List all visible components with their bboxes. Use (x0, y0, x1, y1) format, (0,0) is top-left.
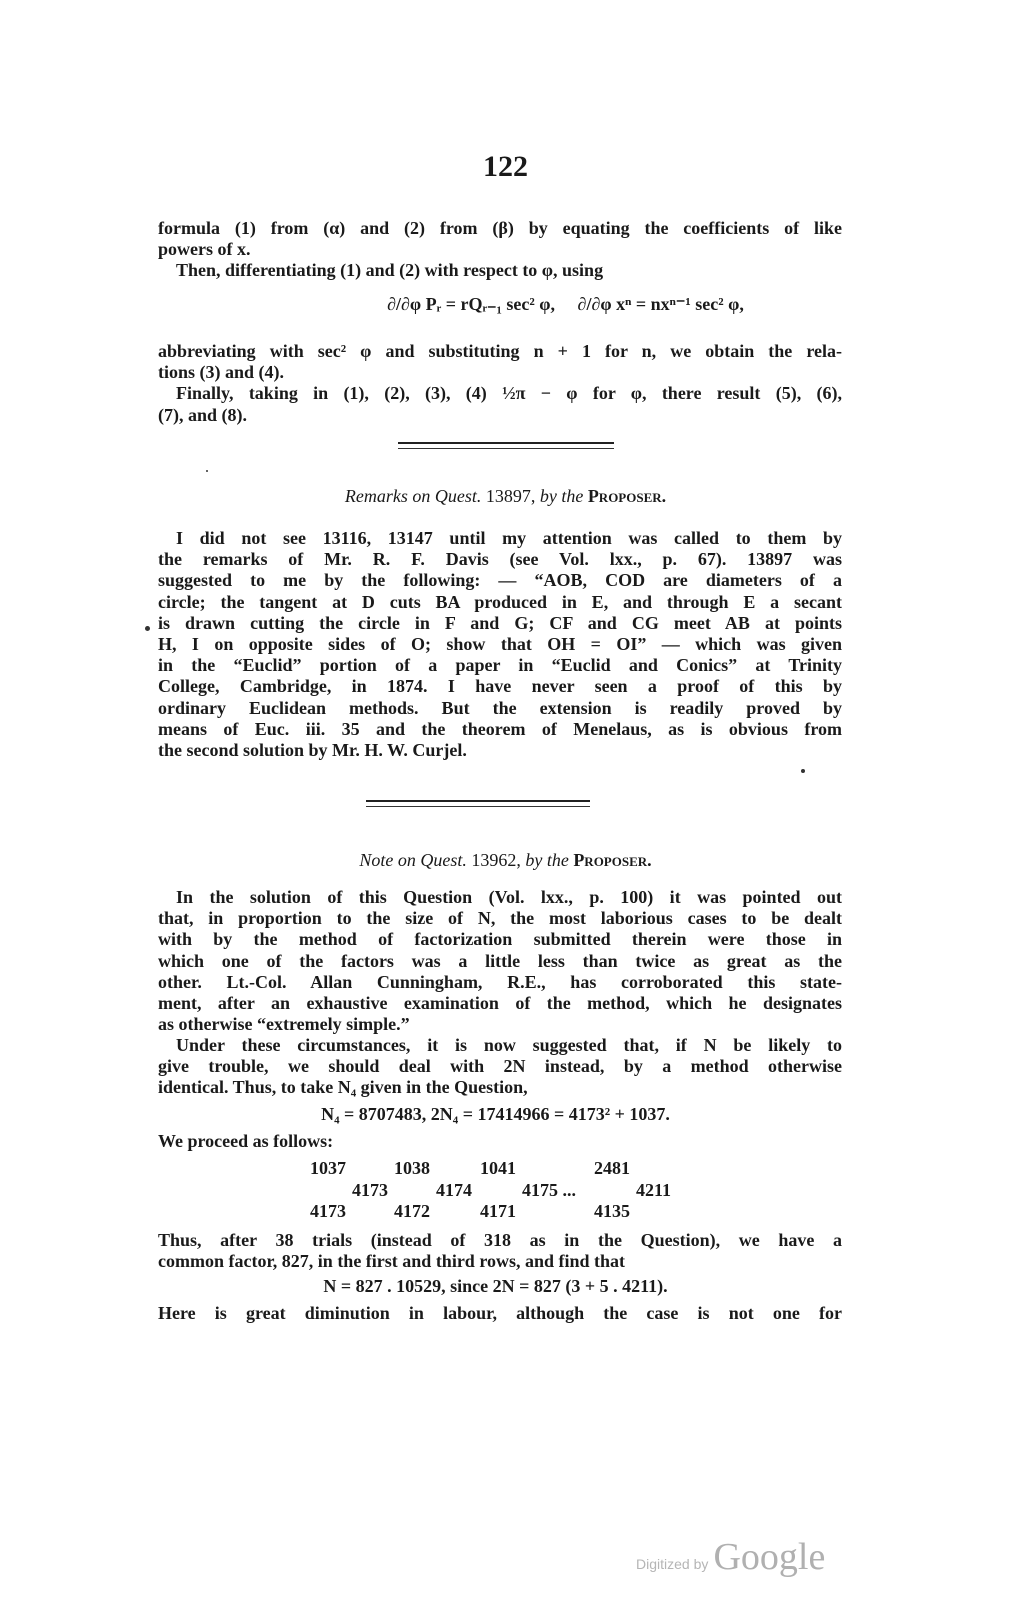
table-cell: 4173 (310, 1201, 346, 1221)
text-line: formula (1) from (α) and (2) from (β) by equating the coefficients of like (158, 218, 842, 238)
table-cell: 4171 (480, 1201, 516, 1221)
heading-italic: Remarks on Quest. (344, 486, 482, 506)
section-divider (366, 800, 590, 802)
text-line: tions (3) and (4). (158, 362, 285, 383)
text-line: H, I on opposite sides of O; show that OH = OI” — which was given (158, 634, 842, 655)
text-line: ment, after an exhaustive examination of the method, which he designates (158, 993, 842, 1014)
note-paragraph-2 (158, 1035, 842, 1099)
text-line: circle; the tangent at D cuts BA produced in E, and through E a secant (158, 591, 842, 612)
equation-n4: N₄ = 8707483, 2N₄ = 17414966 = 4173² + 1037. (321, 1104, 670, 1124)
table-cell: 1041 (480, 1158, 516, 1178)
text-line: abbreviating with sec² φ and substituting n + 1 for n, we obtain the rela- (158, 341, 842, 361)
intro-paragraph (158, 218, 842, 282)
remarks-paragraph (158, 528, 842, 761)
text-line: is drawn cutting the circle in F and G; CF and CG meet AB at points (158, 612, 842, 633)
equation-n-factor: N = 827 . 10529, since 2N = 827 (3 + 5 . 4211). (323, 1276, 668, 1296)
heading-italic: Note on Quest. (359, 850, 467, 870)
heading-author: Proposer. (583, 486, 667, 506)
table-cell: 4175 ... (522, 1180, 576, 1200)
table-cell: 4172 (394, 1201, 430, 1221)
text-line: suggested to me by the following: — “AOB, COD are diameters of a (158, 570, 842, 591)
table-cell: 1037 (310, 1158, 346, 1178)
proceed-line (158, 1131, 842, 1152)
section-heading-note (0, 850, 1011, 871)
watermark-label: Digitized by (636, 1556, 709, 1572)
text-line: as otherwise “extremely simple.” (158, 1014, 410, 1035)
digitized-by-google-watermark (636, 1535, 825, 1579)
text-line: identical. Thus, to take N₄ given in the Question, (158, 1077, 528, 1098)
note-paragraph-3 (158, 1230, 842, 1272)
formula-pr: ∂/∂φ Pᵣ = rQᵣ₋₁ sec² φ, (387, 294, 556, 314)
section-divider (398, 448, 614, 449)
text-line: the second solution by Mr. H. W. Curjel. (158, 740, 467, 761)
text-line: College, Cambridge, in 1874. I have never seen a proof of this by (158, 676, 842, 697)
google-logo: Google (713, 1536, 826, 1578)
differentiation-formula (60, 294, 1011, 315)
text-line: common factor, 827, in the first and third rows, and find that (158, 1251, 626, 1272)
table-cell: 4211 (636, 1180, 672, 1200)
formula-xn: ∂/∂φ xⁿ = nxⁿ⁻¹ sec² φ, (577, 294, 744, 314)
table-cell: 2481 (594, 1158, 630, 1178)
section-divider (366, 806, 590, 807)
text-line: I did not see 13116, 13147 until my attention was called to them by (176, 528, 842, 548)
table-cell: 4174 (436, 1180, 472, 1200)
text-line: In the solution of this Question (Vol. lxx., p. 100) it was pointed out (176, 887, 842, 907)
text-line: Thus, after 38 trials (instead of 318 as in the Question), we have a (158, 1230, 842, 1250)
scan-speck (801, 769, 805, 773)
note-paragraph-1 (158, 887, 842, 1035)
text-line: which one of the factors was a little less than twice as great as the (158, 950, 842, 971)
table-cell: 4173 (352, 1180, 388, 1200)
section-divider (398, 442, 614, 444)
text-line: means of Euc. iii. 35 and the theorem of Menelaus, as is obvious from (158, 718, 842, 739)
text-line: Under these circumstances, it is now suggested that, if N be likely to (176, 1035, 842, 1055)
heading-italic: by the (539, 486, 584, 506)
page-number: 122 (483, 150, 528, 183)
heading-author: Proposer. (568, 850, 652, 870)
text-line: Finally, taking in (1), (2), (3), (4) ½π − φ for φ, there result (5), (6), (176, 383, 842, 404)
scan-speck (206, 470, 208, 472)
intro-paragraph-continued (158, 341, 842, 426)
heading-number: 13897, (481, 486, 540, 506)
text-line: with by the method of factorization submitted therein were those in (158, 929, 842, 950)
text-line: powers of x. (158, 239, 251, 260)
heading-number: 13962, (466, 850, 526, 870)
text-line: other. Lt.-Col. Allan Cunningham, R.E., has corroborated this state- (158, 971, 842, 992)
text-line: ordinary Euclidean methods. But the extension is readily proved by (158, 697, 842, 718)
text-line: We proceed as follows: (158, 1131, 334, 1151)
text-line: Then, differentiating (1) and (2) with respect to φ, using (176, 260, 604, 281)
heading-italic: by the (525, 850, 569, 870)
scan-speck (145, 626, 150, 631)
text-line: Here is great diminution in labour, although the case is not one for (158, 1303, 842, 1323)
text-line: give trouble, we should deal with 2N instead, by a method otherwise (158, 1056, 842, 1077)
section-heading-remarks (0, 486, 1011, 507)
text-line: (7), and (8). (158, 404, 247, 425)
final-line (158, 1303, 842, 1324)
table-cell: 4135 (594, 1201, 630, 1221)
text-line: in the “Euclid” portion of a paper in “Euclid and Conics” at Trinity (158, 655, 842, 676)
text-line: the remarks of Mr. R. F. Davis (see Vol. lxx., p. 67). 13897 was (158, 549, 842, 570)
table-cell: 1038 (394, 1158, 430, 1178)
text-line: that, in proportion to the size of N, the most laborious cases to be dealt (158, 908, 842, 929)
